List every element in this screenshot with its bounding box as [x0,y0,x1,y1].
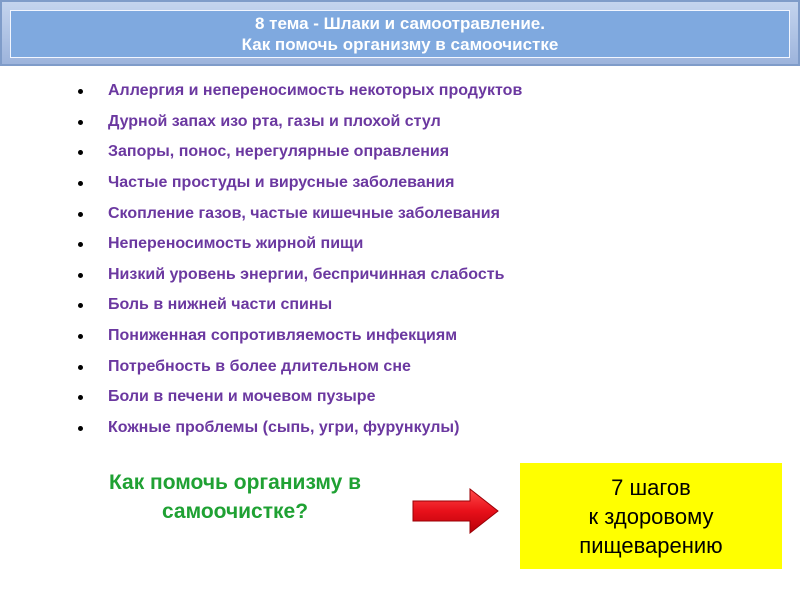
bullet-icon [78,334,83,339]
bullet-icon [78,150,83,155]
bullet-icon [78,89,83,94]
list-item [74,290,774,321]
question-line-2: самоочистке? [161,500,309,523]
symptom-text: Запоры, понос, нерегулярные оправления [108,143,450,161]
right-arrow-icon [412,487,500,535]
list-item [74,229,774,260]
symptom-text: Аллергия и непереносимость некоторых продуктов [108,82,523,100]
steps-callout [520,463,782,569]
list-item [74,168,774,199]
bullet-icon [78,395,83,400]
symptom-text: Пониженная сопротивляемость инфекциям [108,327,458,345]
symptom-text: Непереносимость жирной пищи [108,235,364,253]
title-panel [10,10,790,58]
symptom-text: Кожные проблемы (сыпь, угри, фурункулы) [108,418,460,436]
list-item [74,137,774,168]
list-item [74,198,774,229]
symptom-text: Частые простуды и вирусные заболевания [108,174,455,192]
symptom-text: Дурной запах изо рта, газы и плохой стул [108,112,441,130]
slide-subtitle: Как помочь организму в самоочистке [241,35,559,54]
steps-line-1: 7 шагов [611,474,691,500]
list-item [74,260,774,291]
bullet-icon [78,426,83,431]
list-item [74,321,774,352]
steps-line-3: пищеварению [579,532,723,558]
bullet-icon [78,181,83,186]
question-line-1: Как помочь организму в [108,471,362,494]
symptom-text: Боли в печени и мочевом пузыре [108,388,376,406]
list-item [74,107,774,138]
bullet-icon [78,212,83,217]
question-text [60,468,410,526]
list-item [74,76,774,107]
bullet-icon [78,120,83,125]
symptom-list [74,76,774,443]
list-item [74,382,774,413]
symptom-text: Скопление газов, частые кишечные заболевания [108,204,500,222]
symptom-text: Низкий уровень энергии, беспричинная слабость [108,265,505,283]
list-item [74,413,774,444]
list-item [74,351,774,382]
bullet-icon [78,242,83,247]
bullet-icon [78,273,83,278]
symptom-text: Потребность в более длительном сне [108,357,411,375]
bullet-icon [78,365,83,370]
bullet-icon [78,303,83,308]
title-banner [0,0,800,66]
steps-line-2: к здоровому [588,503,714,529]
slide-title: 8 тема - Шлаки и самоотравление. [255,14,545,33]
symptom-text: Боль в нижней части спины [108,296,333,314]
